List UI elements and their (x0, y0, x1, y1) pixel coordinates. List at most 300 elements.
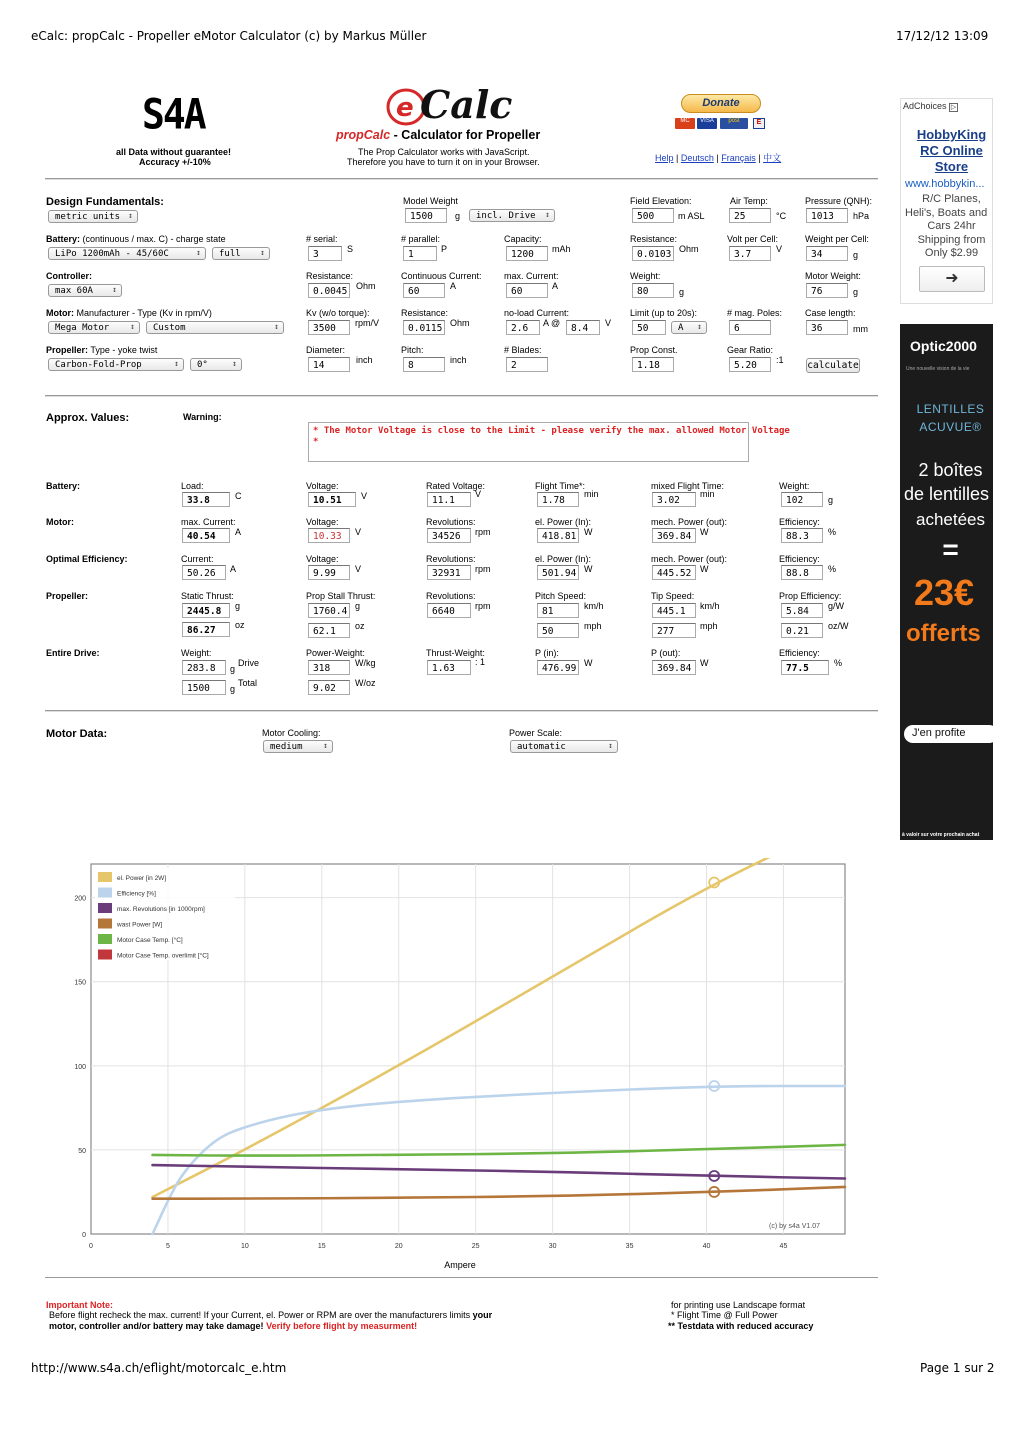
prop-const-input[interactable]: 1.18 (632, 357, 674, 372)
legend-label: el. Power [in 2W] (117, 875, 167, 882)
francais-link[interactable]: Français (721, 153, 756, 163)
motor-label-bold: Motor: (46, 308, 74, 318)
optic-brand: Optic2000 (910, 338, 977, 354)
js-note-2: Therefore you have to turn it on in your Browser. (347, 157, 540, 167)
calculate-button[interactable]: calculate (807, 360, 859, 371)
diameter-input[interactable]: 14 (308, 357, 350, 372)
drive-efficiency-output: 77.5 (781, 660, 829, 675)
field-elevation-unit: m ASL (678, 211, 705, 221)
flight-time-unit: min (584, 489, 599, 499)
prop-efficiency-ozw-output: 0.21 (781, 623, 823, 638)
tip-speed-mph-unit: mph (700, 621, 718, 631)
stall-thrust-label: Prop Stall Thrust: (306, 591, 376, 601)
noload-current-label: no-load Current: (504, 308, 570, 318)
kv-input[interactable]: 3500 (308, 320, 350, 335)
x-tick-label: 5 (165, 1243, 170, 1250)
charge-state-select[interactable]: full ↕ (212, 247, 270, 260)
donate-button[interactable]: Donate (681, 94, 761, 113)
svg-text:e: e (396, 93, 414, 123)
case-length-label: Case length: (805, 308, 856, 318)
y-tick-label: 0 (82, 1232, 86, 1239)
y-tick-label: 100 (74, 1063, 86, 1071)
serial-label: # serial: (306, 234, 338, 244)
opt-rev-output: 32931 (427, 565, 471, 580)
p-out-output: 369.84 (652, 660, 696, 675)
motor-efficiency-label: Efficiency: (779, 517, 820, 527)
ad-title-2[interactable]: RC Online (920, 143, 983, 158)
stall-thrust-oz-output: 62.1 (308, 623, 350, 638)
legend-label: wast Power [W] (117, 921, 163, 929)
blades-label: # Blades: (504, 345, 542, 355)
battery-resistance-label: Resistance: (630, 234, 678, 244)
diameter-label: Diameter: (306, 345, 346, 355)
result-drive-label: Entire Drive: (46, 648, 100, 658)
diameter-unit: inch (356, 355, 373, 365)
propeller-label-bold: Propeller: (46, 345, 89, 355)
static-thrust-oz-unit: oz (235, 620, 245, 630)
subtitle-brand: propCalc (336, 128, 391, 142)
pressure-unit: hPa (853, 211, 870, 221)
opt-current-unit: A (230, 564, 237, 574)
blades-input[interactable]: 2 (506, 357, 548, 372)
result-optimal-label: Optimal Efficiency: (46, 554, 128, 564)
static-thrust-g-output: 2445.8 (182, 603, 230, 618)
ad-arrow-button[interactable] (919, 266, 985, 292)
power-weight-unit: W/kg (355, 658, 376, 668)
legend-swatch (98, 919, 112, 929)
thrust-weight-unit: : 1 (475, 657, 486, 667)
pitch-speed-kmh-output: 81 (537, 603, 579, 618)
deutsch-link[interactable]: Deutsch (680, 153, 714, 163)
bat-weight-output: 102 (781, 492, 823, 507)
noload-voltage-input[interactable]: 8.4 (566, 320, 600, 335)
pitch-speed-kmh-unit: km/h (584, 601, 604, 611)
weight-per-cell-unit: g (853, 250, 859, 260)
continuous-current-label: Continuous Current: (401, 271, 482, 281)
pitch-input[interactable]: 8 (403, 357, 445, 372)
motor-rev-label: Revolutions: (426, 517, 476, 527)
drive-weight-output: 283.8 (182, 660, 226, 675)
divider-4 (45, 1277, 878, 1278)
y-tick-label: 50 (78, 1147, 86, 1155)
motor-rev-unit: rpm (475, 527, 491, 537)
thrust-weight-output: 1.63 (427, 660, 471, 675)
opt-mech-power-output: 445.52 (652, 565, 696, 580)
stall-thrust-g-unit: g (355, 601, 361, 611)
prop-const-label: Prop Const. (630, 345, 678, 355)
controller-resistance-unit: Ohm (356, 281, 376, 291)
result-battery-label: Battery: (46, 481, 81, 491)
controller-select[interactable]: max 60A ↕ (48, 284, 122, 297)
prop-rev-output: 6640 (427, 603, 471, 618)
lens-text-2: ACUVUE® (919, 420, 982, 434)
air-temp-label: Air Temp: (730, 196, 768, 206)
prop-efficiency-gw-output: 5.84 (781, 603, 823, 618)
mag-poles-label: # mag. Poles: (727, 308, 783, 318)
limit-input[interactable]: 50 (632, 320, 666, 335)
warning-box (308, 422, 790, 462)
air-temp-unit: °C (776, 211, 787, 221)
max-current-unit: A (552, 281, 559, 291)
propeller-label-rest: Type - yoke twist (88, 345, 158, 355)
volt-per-cell-unit: V (776, 244, 783, 254)
design-fundamentals-title: Design Fundamentals: (46, 196, 164, 208)
legend-swatch (98, 950, 112, 960)
motor-data-title: Motor Data: (46, 728, 108, 740)
controller-weight-unit: g (679, 287, 685, 297)
limit-unit-select[interactable]: A ↕ (671, 321, 707, 334)
rated-voltage-output: 11.1 (427, 492, 471, 507)
continuous-current-input[interactable]: 60 (403, 283, 445, 298)
parallel-input[interactable]: 1 (403, 246, 437, 261)
load-output: 33.8 (182, 492, 230, 507)
note2-b: Verify before flight by measurment! (266, 1321, 418, 1331)
noload-current-input[interactable]: 2.6 (506, 320, 540, 335)
chart-legend (95, 868, 235, 960)
tip-speed-kmh-output: 445.1 (652, 603, 696, 618)
ad-title-1[interactable]: HobbyKing (916, 127, 987, 142)
legend-swatch (98, 872, 112, 882)
divider-2 (45, 395, 878, 397)
prop-rev-unit: rpm (475, 601, 491, 611)
motor-weight-label: Motor Weight: (805, 271, 861, 281)
x-tick-label: 20 (394, 1243, 403, 1250)
gear-ratio-unit: :1 (776, 355, 784, 365)
parallel-label: # parallel: (401, 234, 441, 244)
opt-el-power-output: 501.94 (537, 565, 579, 580)
battery-resistance-unit: Ohm (679, 244, 699, 254)
ad-title-3[interactable]: Store (934, 159, 969, 174)
battery-type-select[interactable]: LiPo 1200mAh - 45/60C ↕ (48, 247, 206, 260)
help-link[interactable]: Help (655, 153, 674, 163)
js-note-1: The Prop Calculator works with JavaScript. (358, 147, 530, 157)
x-tick-label: 25 (471, 1243, 480, 1250)
mastercard-icon: MC (675, 118, 695, 129)
s4a-logo: S4A (142, 89, 205, 139)
x-tick-label: 0 (89, 1243, 93, 1250)
opt-el-power-unit: W (584, 564, 593, 574)
rated-voltage-unit: V (475, 489, 482, 499)
mixed-flight-unit: min (700, 489, 715, 499)
weight-per-cell-input[interactable]: 34 (806, 246, 848, 261)
warning-text: * The Motor Voltage is close to the Limit - please verify the max. allowed Motor Voltage (313, 426, 790, 436)
ad-text-3: Cars 24hr (927, 220, 976, 232)
chinese-link[interactable]: 中文 (763, 153, 782, 163)
p-in-label: P (in): (535, 648, 559, 658)
legend-label: Efficiency [%] (117, 890, 156, 898)
units-select[interactable]: metric units ↕ (48, 210, 138, 223)
kv-unit: rpm/V (355, 318, 380, 328)
pitch-speed-label: Pitch Speed: (535, 591, 587, 601)
power-weight-oz-output: 9.02 (308, 680, 350, 695)
motor-weight-input[interactable]: 76 (806, 283, 848, 298)
battery-label (46, 234, 226, 244)
controller-label: Controller: (46, 271, 92, 281)
serial-unit: S (347, 244, 354, 254)
x-tick-label: 30 (548, 1243, 557, 1250)
warning-label: Warning: (183, 412, 222, 422)
ad-text-1: R/C Planes, (922, 193, 981, 205)
motor-cooling-label: Motor Cooling: (262, 728, 321, 738)
prop-efficiency-label: Prop Efficiency: (779, 591, 842, 601)
motor-el-power-output: 418.81 (537, 528, 579, 543)
opt-mech-power-label: mech. Power (out): (651, 554, 728, 564)
max-current-label: max. Current: (504, 271, 559, 281)
optic2000-ad[interactable] (900, 324, 993, 840)
x-tick-label: 40 (702, 1243, 711, 1250)
mag-poles-input[interactable]: 6 (729, 320, 771, 335)
legend-swatch (98, 934, 112, 944)
opt-efficiency-output: 88.8 (781, 565, 823, 580)
motor-voltage-label: Voltage: (306, 517, 339, 527)
motor-max-current-label: max. Current: (181, 517, 236, 527)
flight-time-label: Flight Time*: (535, 481, 586, 491)
mixed-flight-output: 3.02 (652, 492, 696, 507)
model-weight-label: Model Weight (403, 196, 458, 206)
divider-3 (45, 710, 878, 712)
load-label: Load: (181, 481, 204, 491)
offer-offerts: offerts (906, 620, 981, 647)
prop-rev-label: Revolutions: (426, 591, 476, 601)
opt-el-power-label: el. Power (In): (535, 554, 592, 564)
print-footer-url: http://www.s4a.ch/eflight/motorcalc_e.htm (31, 1361, 287, 1375)
guarantee-text: all Data without guarantee! (116, 147, 232, 157)
motor-manufacturer-select[interactable]: Mega Motor ↕ (48, 321, 140, 334)
total-weight-unit: g (230, 684, 236, 694)
bat-voltage-output: 10.51 (308, 492, 356, 507)
print-footer-page: Page 1 sur 2 (920, 1361, 995, 1375)
case-length-unit: mm (853, 324, 868, 334)
note1-b: your (472, 1310, 493, 1320)
power-weight-label: Power-Weight: (306, 648, 365, 658)
p-in-unit: W (584, 658, 593, 668)
parallel-unit: P (441, 244, 448, 254)
opt-voltage-output: 9.99 (308, 565, 350, 580)
tip-speed-kmh-unit: km/h (700, 601, 720, 611)
serial-input[interactable]: 3 (308, 246, 342, 261)
prop-efficiency-ozw-unit: oz/W (828, 621, 849, 631)
x-tick-label: 45 (779, 1243, 788, 1250)
ad-text-5: Only $2.99 (924, 247, 979, 259)
yoke-twist-select[interactable]: 0° ↕ (190, 358, 242, 371)
motor-weight-unit: g (853, 287, 859, 297)
bat-weight-unit: g (828, 495, 834, 505)
tip-speed-mph-output: 277 (652, 623, 696, 638)
motor-label-rest: Manufacturer - Type (Kv in rpm/V) (74, 308, 212, 318)
motor-chart (60, 858, 860, 1278)
case-length-input[interactable]: 36 (806, 320, 848, 335)
power-scale-select[interactable]: automatic ↕ (510, 740, 618, 753)
ad-text-4: Shipping from (917, 234, 986, 246)
legend-label: Motor Case Temp. [°C] (117, 937, 183, 944)
pitch-speed-mph-unit: mph (584, 621, 602, 631)
adchoices-label[interactable] (903, 101, 958, 112)
legend-label: max. Revolutions [in 1000rpm] (117, 906, 205, 913)
volt-per-cell-label: Volt per Cell: (727, 234, 779, 244)
ecalc-subtitle (336, 128, 540, 142)
motor-label (46, 308, 212, 318)
language-links: Help | Deutsch | Français | 中文 (655, 153, 782, 163)
total-weight-tag: Total (238, 678, 258, 688)
drive-weight-tag: Drive (238, 658, 260, 668)
motor-mech-power-label: mech. Power (out): (651, 517, 728, 527)
offer-line-3: achetées (916, 510, 985, 529)
x-tick-label: 15 (317, 1243, 326, 1250)
motor-el-power-label: el. Power (In): (535, 517, 592, 527)
subtitle-rest: - Calculator for Propeller (390, 128, 541, 142)
hobbyking-ad[interactable] (900, 98, 993, 304)
x-tick-label: 10 (240, 1243, 249, 1250)
tip-speed-label: Tip Speed: (651, 591, 695, 601)
air-temp-input[interactable]: 25 (729, 208, 771, 223)
capacity-label: Capacity: (504, 234, 542, 244)
motor-max-current-output: 40.54 (182, 528, 230, 543)
opt-current-label: Current: (181, 554, 214, 564)
motor-mech-power-output: 369.84 (652, 528, 696, 543)
arrow-right-icon: ➜ (945, 270, 959, 287)
load-unit: C (235, 491, 242, 501)
result-motor-label: Motor: (46, 517, 74, 527)
warning-star: * (313, 437, 319, 447)
note1-a: Before flight recheck the max. current! If your Current, el. Power or RPM are over the manufacturers limits (49, 1310, 473, 1320)
adchoices-text: AdChoices (903, 101, 947, 111)
prop-efficiency-gw-unit: g/W (828, 601, 845, 611)
chart-credit: (c) by s4a V1.07 (769, 1223, 820, 1230)
controller-weight-label: Weight: (630, 271, 661, 281)
capacity-input[interactable]: 1200 (506, 246, 548, 261)
stall-thrust-oz-unit: oz (355, 621, 365, 631)
motor-resistance-unit: Ohm (450, 318, 470, 328)
bat-weight-label: Weight: (779, 481, 810, 491)
drive-weight-label: Weight: (181, 648, 212, 658)
offer-price: 23€ (914, 572, 975, 613)
offer-line-2: de lentilles (904, 484, 990, 504)
motor-resistance-input[interactable]: 0.0115 (403, 320, 445, 335)
print-header-title: eCalc: propCalc - Propeller eMotor Calculator (c) by Markus Müller (31, 29, 427, 43)
motor-type-select[interactable]: Custom ↕ (146, 321, 284, 334)
opt-current-output: 50.26 (182, 565, 226, 580)
print-note: for printing use Landscape format (671, 1300, 806, 1310)
noload-at-label: A @ (543, 318, 561, 328)
thrust-weight-label: Thrust-Weight: (426, 648, 485, 658)
optic-tagline: Une nouvelle vision de la vie (906, 366, 970, 372)
mixed-flight-label: mixed Flight Time: (651, 481, 725, 491)
motor-voltage-unit: V (355, 527, 362, 537)
y-tick-label: 150 (74, 979, 86, 987)
x-tick-label: 35 (625, 1243, 634, 1250)
pressure-input[interactable]: 1013 (806, 208, 848, 223)
stall-thrust-g-output: 1760.4 (308, 603, 350, 618)
bat-voltage-unit: V (361, 491, 368, 501)
bat-voltage-label: Voltage: (306, 481, 339, 491)
weight-per-cell-label: Weight per Cell: (805, 234, 869, 244)
power-weight-output: 318 (308, 660, 350, 675)
legend-swatch (98, 903, 112, 913)
max-current-input[interactable]: 60 (506, 283, 548, 298)
opt-voltage-label: Voltage: (306, 554, 339, 564)
important-note-line-2 (49, 1321, 417, 1331)
y-tick-label: 200 (74, 895, 86, 903)
drive-efficiency-unit: % (834, 658, 843, 668)
continuous-current-unit: A (450, 281, 457, 291)
drive-weight-unit: g (230, 664, 236, 674)
lens-text-1: LENTILLES (916, 402, 985, 416)
important-note-line-1 (49, 1310, 492, 1320)
pitch-unit: inch (450, 355, 467, 365)
noload-voltage-unit: V (605, 318, 612, 328)
opt-mech-power-unit: W (700, 564, 709, 574)
drive-efficiency-label: Efficiency: (779, 648, 820, 658)
motor-cooling-select[interactable]: medium ↕ (263, 740, 333, 753)
battery-label-rest: (continuous / max. C) - charge state (80, 234, 226, 244)
offer-line-1: 2 boîtes (918, 460, 983, 480)
opt-efficiency-label: Efficiency: (779, 554, 820, 564)
payment-cards (675, 118, 770, 130)
important-note-label: Important Note: (46, 1300, 113, 1310)
controller-resistance-label: Resistance: (306, 271, 354, 281)
static-thrust-g-unit: g (235, 601, 241, 611)
pitch-label: Pitch: (401, 345, 424, 355)
model-weight-input[interactable]: 1500 (405, 208, 447, 223)
motor-mech-power-unit: W (700, 527, 709, 537)
battery-resistance-input[interactable]: 0.0103 (632, 246, 674, 261)
motor-efficiency-output: 88.3 (781, 528, 823, 543)
legend-swatch (98, 888, 112, 898)
ec-icon: E (753, 118, 765, 129)
cta-text: J'en profite (912, 727, 966, 739)
flight-time-output: 1.78 (537, 492, 579, 507)
motor-rev-output: 34526 (427, 528, 471, 543)
opt-efficiency-unit: % (828, 564, 837, 574)
print-header-datetime: 17/12/12 13:09 (896, 29, 989, 43)
power-scale-label: Power Scale: (509, 728, 563, 738)
note2-a: motor, controller and/or battery may take damage! (49, 1321, 267, 1331)
propeller-type-select[interactable]: Carbon-Fold-Prop ↕ (48, 358, 184, 371)
static-thrust-oz-output: 86.27 (182, 622, 230, 637)
jen-profite-button[interactable] (904, 725, 993, 743)
motor-el-power-unit: W (584, 527, 593, 537)
model-weight-unit: g (455, 211, 461, 221)
opt-rev-label: Revolutions: (426, 554, 476, 564)
pressure-label: Pressure (QNH): (805, 196, 873, 206)
weight-mode-select[interactable]: incl. Drive ↕ (469, 209, 555, 222)
controller-resistance-input[interactable]: 0.0045 (308, 283, 350, 298)
accuracy-text: Accuracy +/-10% (139, 157, 211, 167)
total-weight-output: 1500 (182, 680, 226, 695)
kv-label: Kv (w/o torque): (306, 308, 370, 318)
field-elevation-input[interactable]: 500 (632, 208, 674, 223)
motor-max-current-unit: A (235, 527, 242, 537)
motor-voltage-output: 10.33 (308, 528, 350, 543)
gear-ratio-input[interactable]: 5.20 (729, 357, 771, 372)
ad-text-2: Heli's, Boats and (905, 207, 988, 219)
p-out-unit: W (700, 658, 709, 668)
volt-per-cell-input[interactable]: 3.7 (729, 246, 771, 261)
power-weight-oz-unit: W/oz (355, 678, 376, 688)
gear-ratio-label: Gear Ratio: (727, 345, 774, 355)
ad-url[interactable]: www.hobbykin... (905, 178, 985, 190)
motor-resistance-label: Resistance: (401, 308, 449, 318)
adchoices-icon: ▷ (950, 104, 957, 111)
pitch-speed-mph-output: 50 (537, 623, 579, 638)
svg-text:Calc: Calc (420, 82, 513, 127)
battery-label-bold: Battery: (46, 234, 81, 244)
flight-time-note: * Flight Time @ Full Power (671, 1310, 778, 1320)
chart-x-axis-label: Ampere (444, 1260, 476, 1270)
controller-weight-input[interactable]: 80 (632, 283, 674, 298)
p-in-output: 476.99 (537, 660, 579, 675)
optic-fine-print: à valoir sur votre prochain achat (902, 832, 980, 838)
